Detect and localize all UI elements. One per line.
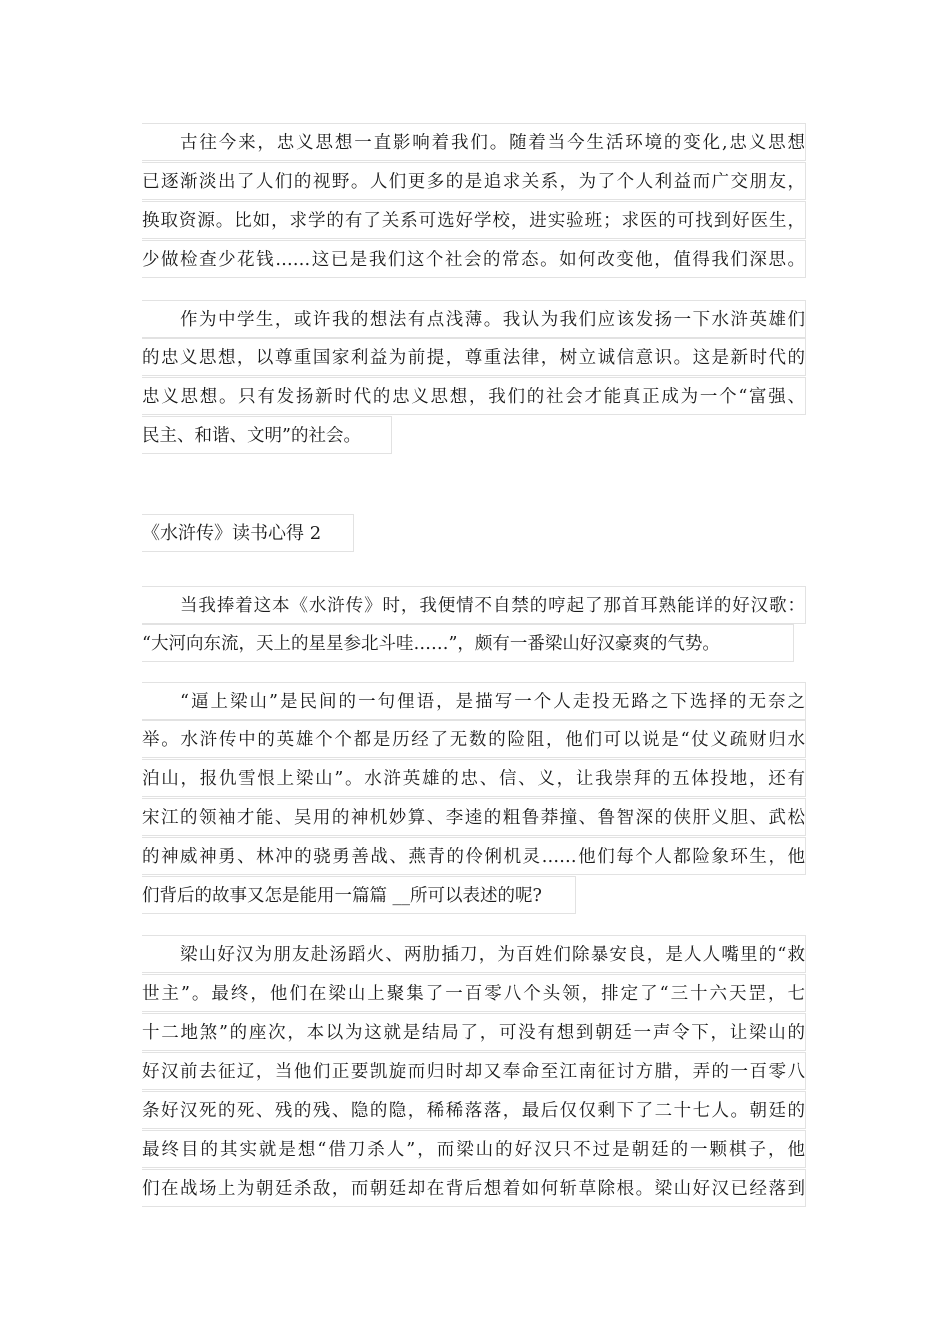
text-line: 换取资源。比如，求学的有了关系可选好学校，进实验班；求医的可找到好医生， xyxy=(142,201,806,239)
text-line: 的神威神勇、林冲的骁勇善战、燕青的伶俐机灵……他们每个人都险象环生，他 xyxy=(142,837,806,875)
text-line: 已逐渐淡出了人们的视野。人们更多的是追求关系，为了个人利益而广交朋友， xyxy=(142,162,806,200)
text-line: 作为中学生，或许我的想法有点浅薄。我认为我们应该发扬一下水浒英雄们 xyxy=(142,300,806,338)
text-line: 泊山，报仇雪恨上梁山”。水浒英雄的忠、信、义，让我崇拜的五体投地，还有 xyxy=(142,759,806,797)
section-heading: 《水浒传》读书心得 2 xyxy=(142,514,354,552)
text-line: 少做检查少花钱……这已是我们这个社会的常态。如何改变他，值得我们深思。 xyxy=(142,240,806,278)
text-line: 忠义思想。只有发扬新时代的忠义思想，我们的社会才能真正成为一个“富强、 xyxy=(142,377,806,415)
text-line: 十二地煞”的座次，本以为这就是结局了，可没有想到朝廷一声令下，让梁山的 xyxy=(142,1013,806,1051)
text-line: 古往今来，忠义思想一直影响着我们。随着当今生活环境的变化,忠义思想 xyxy=(142,123,806,161)
text-line: 最终目的其实就是想“借刀杀人”，而梁山的好汉只不过是朝廷的一颗棋子，他 xyxy=(142,1130,806,1168)
text-line: 梁山好汉为朋友赴汤蹈火、两肋插刀，为百姓们除暴安良，是人人嘴里的“救 xyxy=(142,935,806,973)
text-line: 条好汉死的死、残的残、隐的隐，稀稀落落，最后仅仅剩下了二十七人。朝廷的 xyxy=(142,1091,806,1129)
text-line: 们在战场上为朝廷杀敌，而朝廷却在背后想着如何斩草除根。梁山好汉已经落到 xyxy=(142,1169,806,1207)
text-line: 民主、和谐、文明”的社会。 xyxy=(142,416,392,454)
text-line: “大河向东流，天上的星星参北斗哇……”，颇有一番梁山好汉豪爽的气势。 xyxy=(142,624,794,662)
text-line: 好汉前去征辽，当他们正要凯旋而归时却又奉命至江南征讨方腊，弄的一百零八 xyxy=(142,1052,806,1090)
text-line: 世主”。最终，他们在梁山上聚集了一百零八个头领，排定了“三十六天罡，七 xyxy=(142,974,806,1012)
text-line: “逼上梁山”是民间的一句俚语，是描写一个人走投无路之下选择的无奈之 xyxy=(142,682,806,720)
text-line: 举。水浒传中的英雄个个都是历经了无数的险阻，他们可以说是“仗义疏财归水 xyxy=(142,720,806,758)
text-line: 当我捧着这本《水浒传》时，我便情不自禁的哼起了那首耳熟能详的好汉歌： xyxy=(142,586,806,624)
text-line: 们背后的故事又怎是能用一篇篇 __所可以表述的呢? xyxy=(142,876,576,914)
text-line: 宋江的领袖才能、吴用的神机妙算、李逵的粗鲁莽撞、鲁智深的侠肝义胆、武松 xyxy=(142,798,806,836)
text-line: 的忠义思想，以尊重国家利益为前提，尊重法律，树立诚信意识。这是新时代的 xyxy=(142,338,806,376)
